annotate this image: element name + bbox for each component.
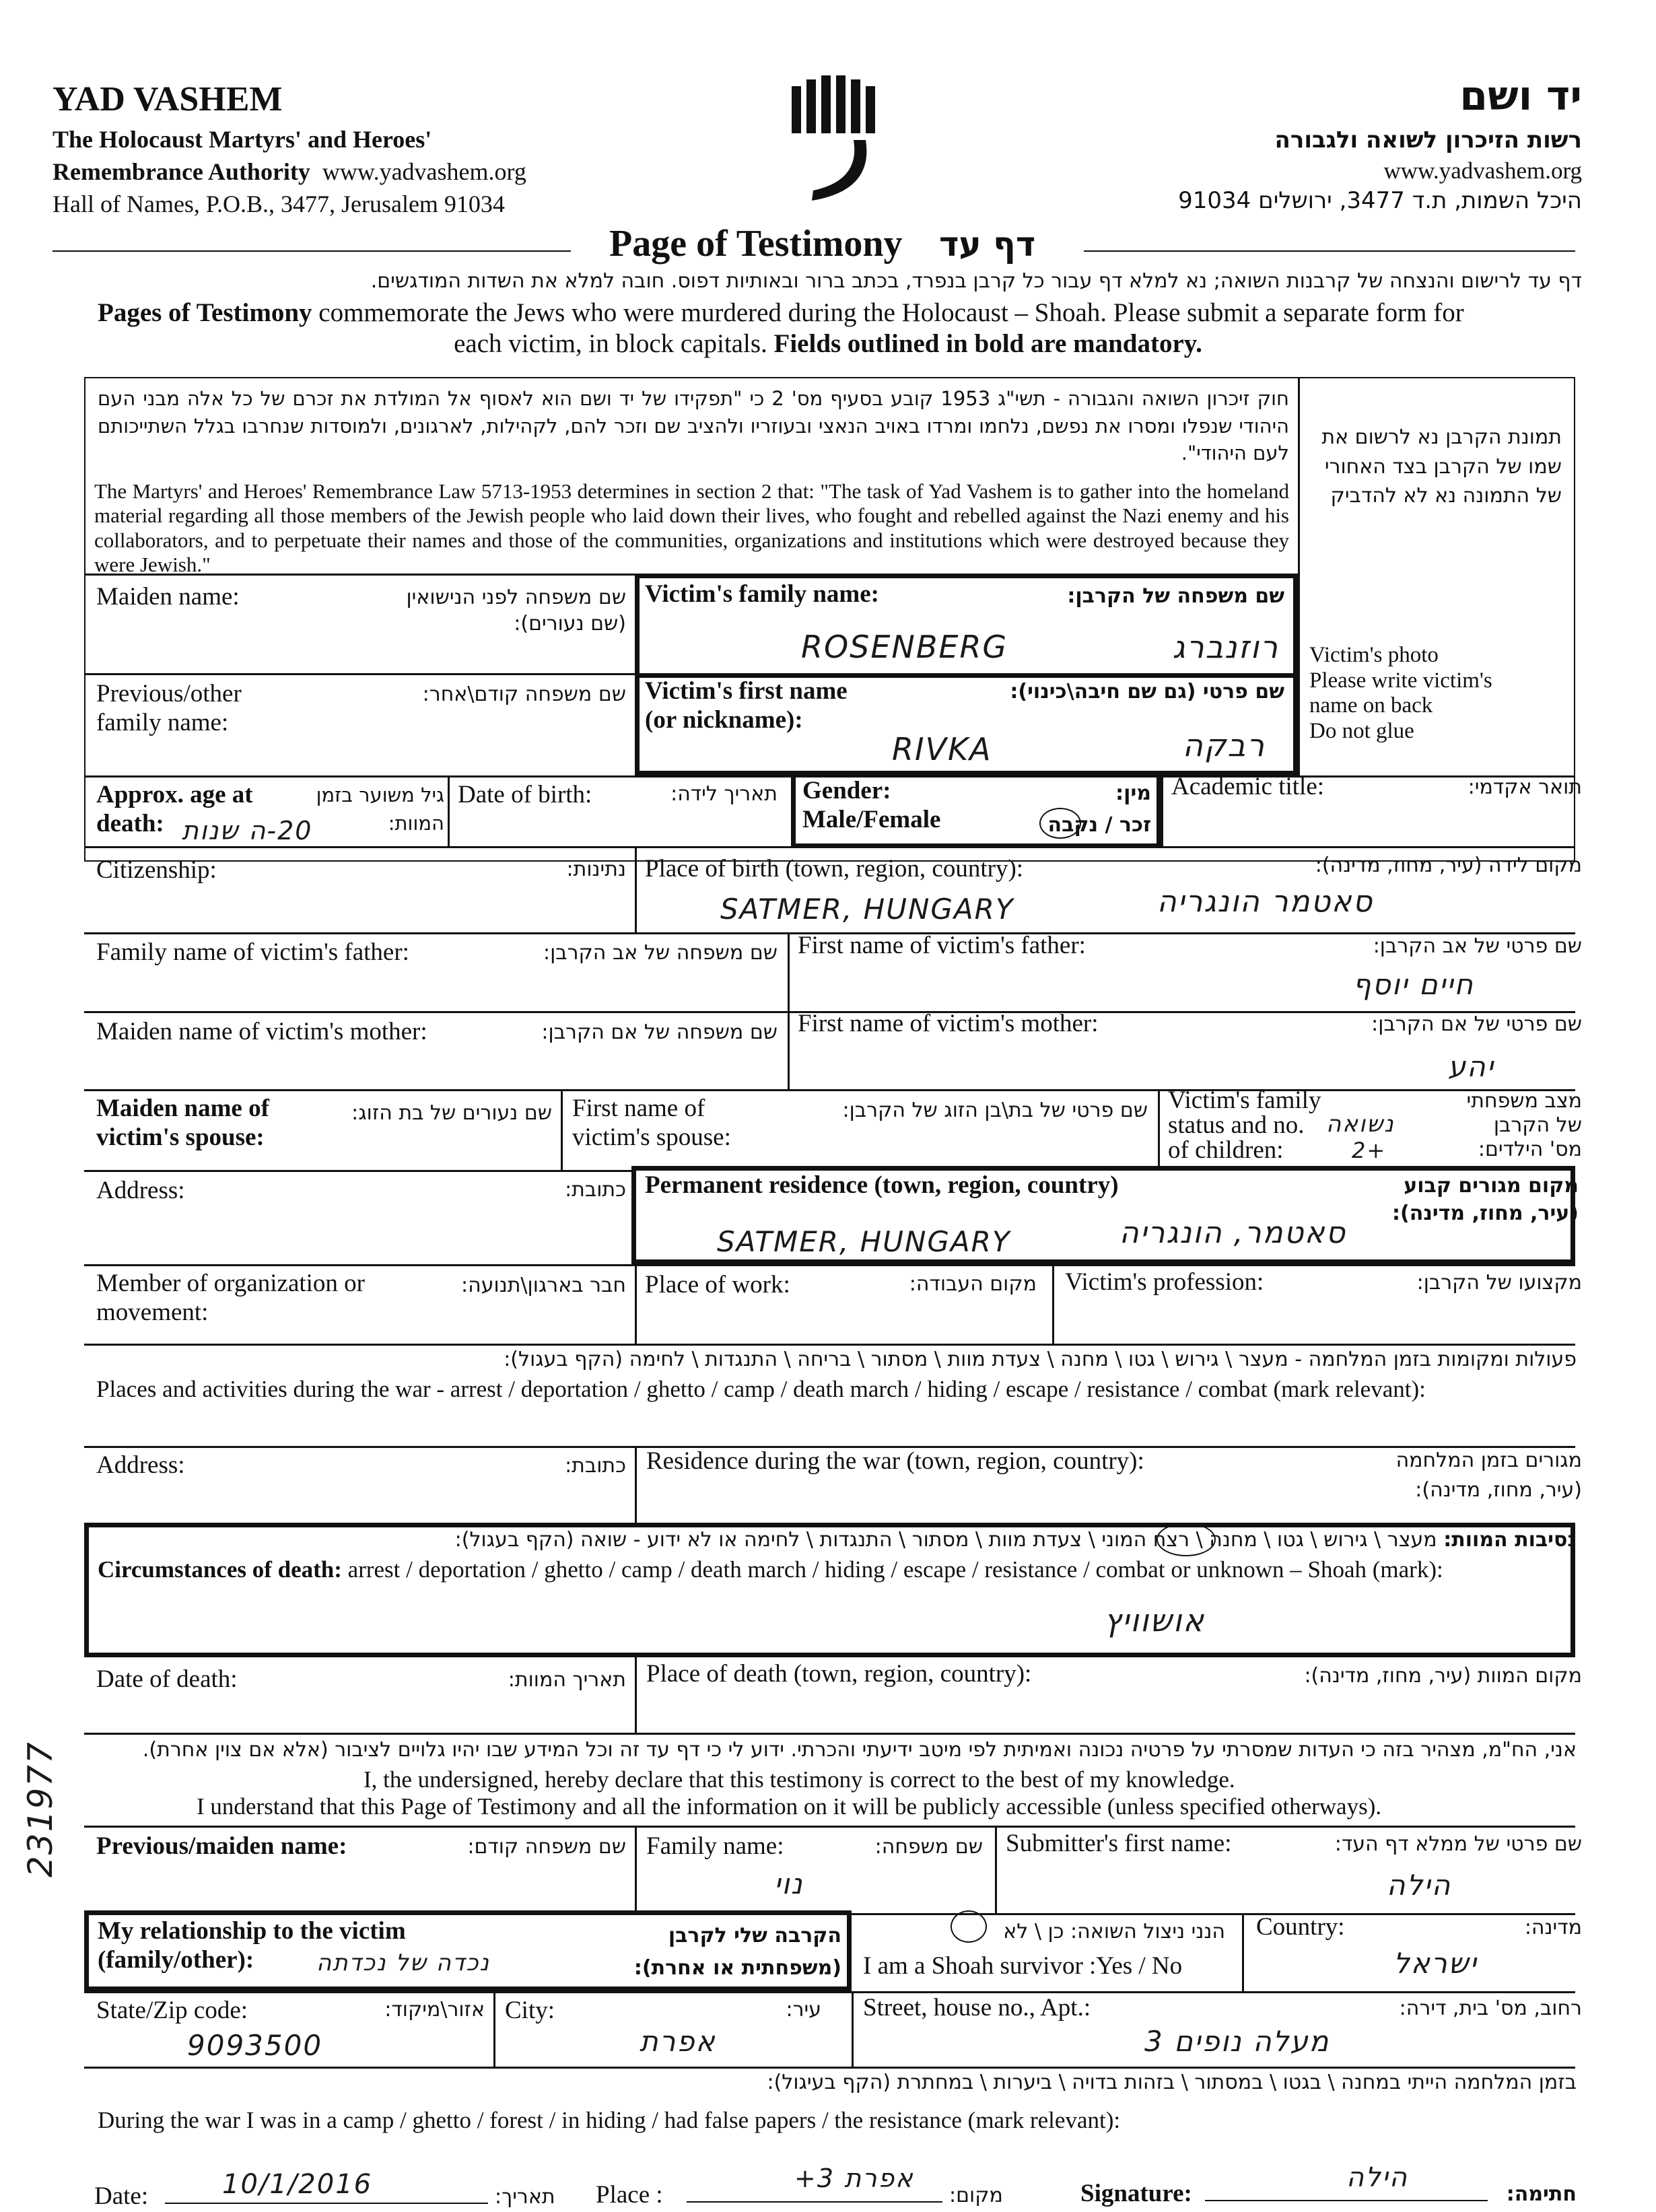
- vrule-sub2: [995, 1826, 997, 1913]
- city-label-he: עיר:: [786, 1998, 821, 2021]
- relationship-label-1: My relationship to the victim: [98, 1917, 406, 1945]
- spouse-first-label-he: שם פרטי של בת\בן הזוג של הקרבן:: [842, 1099, 1148, 1122]
- dod-label-he: תאריך המוות:: [508, 1668, 626, 1692]
- photo-en-1: Victim's photo: [1309, 643, 1439, 667]
- war-me-label-he: בזמן המלחמה הייתי במחנה \ בגטו \ במסתור \ בזהות בדויה \ ביערות \ במחתרת (הקף בעיגול):: [767, 2071, 1577, 2094]
- residence-label-he: [1392, 1173, 1579, 1227]
- gender-female-circle[interactable]: [1039, 808, 1081, 839]
- maiden-name-label: Maiden name:: [96, 583, 240, 611]
- vrule-gender: [1161, 775, 1163, 846]
- mother-maiden-label-he: שם משפחה של אם הקרבן:: [541, 1021, 778, 1044]
- vrule-sub1: [635, 1826, 637, 1913]
- header-rule-right: [1084, 250, 1575, 252]
- relationship-label-2: (family/other):: [98, 1945, 254, 1974]
- profession-label-he: מקצועו של הקרבן:: [1416, 1271, 1582, 1294]
- spouse-maiden-2: victim's spouse:: [96, 1123, 265, 1151]
- father-first-label: First name of victim's father:: [798, 932, 1086, 959]
- academic-label: Academic title:: [1171, 773, 1325, 800]
- date-line: [165, 2203, 488, 2204]
- law-text-en: The Martyrs' and Heroes' Remembrance Law 5713-1953 determines in section 2 that: "The task of Yad Vashem is to gather into the homeland material regarding all those members of the Jewish people who laid down their lives, who fought and rebelled against the Nazi enemy and his collaborators, and to perpetuate their names and those of the communities, organizations and institutions which were destroyed because they were Jewish.": [94, 479, 1289, 576]
- camp-circle[interactable]: [1157, 1523, 1216, 1556]
- status-he-2: של הקרבן: [1493, 1113, 1582, 1137]
- rule-row9: [84, 1264, 1575, 1266]
- gender-label-1: Gender:: [802, 777, 891, 804]
- dod-label: Date of death:: [96, 1665, 238, 1693]
- org-subtitle-2: [53, 158, 526, 186]
- residence-label: Permanent residence (town, region, country): [645, 1171, 1119, 1199]
- circumstances-label-he: [455, 1528, 1577, 1552]
- maiden-name-label-he: שם משפחה לפני הנישואין (שם נעורים):: [406, 586, 626, 635]
- survivor-no-circle[interactable]: [951, 1910, 987, 1943]
- instructions-en-text-1: commemorate the Jews who were murdered during the Holocaust – Shoah. Please submit a separate form for: [312, 298, 1464, 327]
- rule-sub1: [84, 1826, 1575, 1828]
- city-label: City:: [505, 1997, 555, 2024]
- address-label-he: כתובת:: [565, 1178, 626, 1202]
- vrule-cit: [635, 846, 637, 932]
- signature-line: [1205, 2200, 1488, 2201]
- mother-first-value[interactable]: יהע: [1447, 1050, 1494, 1083]
- relationship-value[interactable]: נכדה של נכדתה: [316, 1949, 491, 1976]
- status-label-2: status and no.: [1168, 1111, 1305, 1139]
- place-line: [687, 2201, 942, 2203]
- dob-label: Date of birth:: [458, 781, 592, 808]
- instructions-en-2: [0, 329, 1656, 359]
- rule-row7: [84, 1089, 1575, 1091]
- org-url-he: www.yadvashem.org: [1383, 158, 1582, 184]
- org-subtitle-1: The Holocaust Martyrs' and Heroes': [53, 126, 432, 153]
- circumstances-en-text: arrest / deportation / ghetto / camp / death march / hiding / escape / resistance / combat or unknown – Shoah (mark):: [341, 1556, 1443, 1583]
- spouse-maiden-1: Maiden name of: [96, 1095, 269, 1122]
- margin-number: 231977: [21, 1741, 60, 1877]
- submitter-prev-label: Previous/maiden name:: [96, 1832, 347, 1860]
- work-label-he: מקום העבודה:: [909, 1272, 1037, 1296]
- submitter-first-value[interactable]: הילה: [1387, 1869, 1452, 1902]
- org-title-he: יד ושם: [1459, 73, 1582, 120]
- residence-he-1: מקום מגורים קבוע: [1404, 1174, 1579, 1198]
- rule-decl: [84, 1733, 1575, 1735]
- spouse-first-2: victim's spouse:: [572, 1123, 731, 1151]
- country-value[interactable]: ישראל: [1393, 1947, 1478, 1980]
- pob-value[interactable]: SATMER, HUNGARY: [720, 893, 1014, 926]
- war-residence-label-he: [1396, 1446, 1582, 1505]
- father-family-label-he: שם משפחה של אב הקרבן:: [543, 941, 778, 965]
- country-label: Country:: [1256, 1913, 1345, 1941]
- zip-label: State/Zip code:: [96, 1997, 248, 2024]
- circumstances-en-bold: Circumstances of death:: [98, 1556, 342, 1583]
- first-name-label-2: (or nickname):: [645, 705, 803, 734]
- member-label: [96, 1270, 365, 1327]
- profession-label: Victim's profession:: [1065, 1268, 1264, 1296]
- street-value[interactable]: מעלה נופים 3: [1144, 2025, 1330, 2058]
- org-subtitle-he: רשות הזיכרון לשואה ולגבורה: [1274, 127, 1582, 153]
- spouse-first-label: [572, 1095, 731, 1152]
- family-name-value-he[interactable]: רוזנברג: [1172, 629, 1279, 665]
- law-text-he: חוק זיכרון השואה והגבורה - תשי"ג 1953 קובע בסעיף מס' 2 כי "תפקידו של יד ושם הוא לאסוף אל המולדת את זכרם של כל אלה מבני העם היהודי שנפלו ומסרו את נפשם, נלחמו ומרדו באויב הנאצי ובעוזריו ולהציב שם וזכר להם, לקהילות, לארגונים, ולמוסדות שנחרבו בגלל השתייכותם לעם היהודי".: [98, 387, 1289, 465]
- vrule-age: [448, 775, 450, 846]
- submitter-prev-label-he: שם משפחה קודם:: [467, 1835, 626, 1859]
- first-name-value-he[interactable]: רבקה: [1182, 727, 1266, 763]
- citizenship-label-he: נתינות:: [566, 858, 626, 881]
- age-label-2: death:: [96, 809, 164, 837]
- vrule-war-res: [635, 1446, 637, 1525]
- status-he-1: מצב משפחתי: [1466, 1089, 1582, 1113]
- academic-label-he: תואר אקדמי:: [1468, 775, 1582, 799]
- yad-vashem-logo: [786, 73, 881, 207]
- previous-name-label-1: Previous/other: [96, 680, 242, 707]
- instructions-he: דף עד לרישום והנצחה של קרבנות השואה; נא למלא דף עבור כל קרבן בנפרד, בכתב ברור ובאותיות דפוס. חובה למלא את השדות המודגשים.: [370, 269, 1582, 293]
- page-title: Page of Testimony: [609, 223, 903, 265]
- rule-row4: [84, 846, 1575, 848]
- previous-name-label-he: שם משפחה קודם\אחר:: [422, 683, 626, 706]
- rule-sub3: [84, 1991, 1575, 1993]
- gender-label-he-2: זכר / נקבה: [1047, 813, 1151, 837]
- family-name-label-he: שם משפחה של הקרבן:: [1067, 584, 1284, 608]
- place-label: Place :: [596, 2181, 663, 2209]
- children-value[interactable]: 2+: [1352, 1138, 1387, 1163]
- pob-label: Place of birth (town, region, country):: [645, 855, 1024, 883]
- vrule-city: [493, 1991, 495, 2067]
- war-res-he-2: (עיר, מחוז, מדינה):: [1415, 1478, 1582, 1502]
- vrule-death: [635, 1657, 637, 1733]
- circumstances-he-text: מעצר \ גירוש \ גטו \ מחנה \ רצח המוני \ צעדת מוות \ מסתור \ התנגדות \ לחימה או לא ידוע - שואה (הקף בעגול):: [454, 1528, 1444, 1552]
- photo-en-2: Please write victim's: [1309, 668, 1492, 693]
- vrule-work: [635, 1264, 637, 1344]
- father-first-label-he: שם פרטי של אב הקרבן:: [1373, 934, 1582, 958]
- first-name-value[interactable]: RIVKA: [892, 731, 992, 767]
- circumstances-value[interactable]: אושוויץ: [1104, 1602, 1206, 1638]
- instructions-en-text-2: each victim, in block capitals.: [454, 329, 774, 358]
- places-label-he: פעולות ומקומות בזמן המלחמה - מעצר \ גירוש \ גטו \ מחנה \ צעדת מוות \ מסתור \ בריחה \ התנגדות \ לחימה (הקף בעגול):: [504, 1348, 1577, 1371]
- instructions-en-bold: Pages of Testimony: [98, 298, 312, 327]
- family-status-label: [1168, 1088, 1321, 1163]
- address2-label: Address:: [96, 1451, 185, 1479]
- family-status-label-he: [1467, 1089, 1582, 1162]
- address2-label-he: כתובת:: [565, 1454, 626, 1478]
- place-label-he: מקום:: [949, 2184, 1003, 2207]
- first-name-label-1: Victim's first name: [645, 677, 848, 705]
- spouse-first-1: First name of: [572, 1095, 705, 1122]
- date-label-he: תאריך:: [495, 2185, 555, 2209]
- org-address-he: היכל השמות, ת.ד 3477, ירושלים 91034: [1178, 187, 1582, 214]
- place-value[interactable]: אפרת 3+: [794, 2164, 914, 2193]
- org-title-en: YAD VASHEM: [53, 80, 283, 118]
- places-label-en: Places and activities during the war - arrest / deportation / ghetto / camp / death march / hiding / escape / resistance / combat (mark relevant):: [96, 1376, 1426, 1402]
- war-me-label-en: During the war I was in a camp / ghetto / forest / in hiding / had false papers / the resistance (mark relevant):: [98, 2107, 1121, 2133]
- instructions-mandatory: Fields outlined in bold are mandatory.: [773, 329, 1202, 358]
- residence-value-he[interactable]: סאטמר, הונגריה: [1119, 1216, 1346, 1250]
- zip-label-he: אזור\מיקוד:: [384, 1998, 485, 2021]
- pob-value-he[interactable]: סאטמר הונגריה: [1157, 885, 1373, 919]
- age-value[interactable]: 20-ה שנות: [182, 816, 313, 845]
- address-label: Address:: [96, 1177, 185, 1204]
- war-res-he-1: מגורים בזמן המלחמה: [1395, 1449, 1582, 1472]
- dob-label-he: תאריך לידה:: [670, 782, 778, 806]
- submitter-family-label: Family name:: [646, 1832, 784, 1860]
- zip-value[interactable]: 9093500: [187, 2029, 323, 2062]
- declaration-en-1: I, the undersigned, hereby declare that this testimony is correct to the best of my knowledge.: [364, 1766, 1235, 1793]
- page-title-he: דף עד: [939, 225, 1036, 264]
- rule-row2: [84, 673, 635, 675]
- vrule-spouse: [561, 1089, 563, 1170]
- signature-label: Signature:: [1080, 2180, 1192, 2207]
- org-address-en: Hall of Names, P.O.B., 3477, Jerusalem 91034: [53, 191, 505, 217]
- father-family-label: Family name of victim's father:: [96, 938, 409, 966]
- photo-instructions-he: תמונת הקרבן נא לרשום את שמו של הקרבן בצד האחורי של התמונה נא לא להדביק: [1321, 425, 1562, 508]
- work-label: Place of work:: [645, 1271, 790, 1299]
- member-label-2: movement:: [96, 1298, 209, 1326]
- photo-divider: [1298, 377, 1300, 775]
- vrule-status: [1158, 1089, 1160, 1170]
- survivor-label-he: הנני ניצול השואה: כן \ לא: [1003, 1920, 1225, 1943]
- pod-label-he: מקום המוות (עיר, מחוז, מדינה):: [1304, 1664, 1582, 1688]
- city-value[interactable]: אפרת: [640, 2025, 716, 2058]
- declaration-en-2: I understand that this Page of Testimony and all the information on it will be publicly accessible (unless specified otherways).: [197, 1793, 1382, 1820]
- war-residence-label: Residence during the war (town, region, country):: [646, 1447, 1144, 1475]
- signature-value[interactable]: הילה: [1346, 2162, 1408, 2193]
- mother-first-label-he: שם פרטי של אם הקרבן:: [1371, 1012, 1582, 1036]
- vrule-street: [852, 1991, 854, 2067]
- residence-he-2: (עיר, מחוז, מדינה):: [1392, 1201, 1579, 1225]
- survivor-label-en: I am a Shoah survivor :Yes / No: [863, 1952, 1183, 1980]
- first-name-label: [645, 677, 848, 734]
- previous-name-label-2: family name:: [96, 708, 229, 736]
- rule-row8: [84, 1170, 635, 1172]
- street-label-he: רחוב, מס' בית, דירה:: [1399, 1997, 1582, 2020]
- gender-label-2: Male/Female: [802, 805, 941, 833]
- photo-label-en: [1309, 643, 1492, 744]
- relationship-label-he: [634, 1920, 841, 1984]
- submitter-family-value[interactable]: נוי: [774, 1867, 804, 1900]
- status-label-3: of children:: [1168, 1136, 1284, 1164]
- circumstances-he-bold: נסיבות המוות:: [1443, 1528, 1577, 1552]
- date-label: Date:: [94, 2182, 149, 2210]
- photo-en-4: Do not glue: [1309, 718, 1414, 743]
- logo-flame-icon: [786, 73, 881, 207]
- relationship-he-2: (משפחתית או אחרת):: [633, 1956, 841, 1980]
- age-label-he: [316, 781, 444, 837]
- age-label-he-2: המוות:: [388, 812, 444, 835]
- submitter-family-label-he: שם משפחה:: [874, 1835, 983, 1859]
- rule-sub2: [84, 1913, 1575, 1915]
- first-name-label-he: שם פרטי (גם שם חיבה\כינוי):: [1010, 680, 1284, 703]
- mother-maiden-label: Maiden name of victim's mother:: [96, 1018, 427, 1045]
- circumstances-label-en: [98, 1556, 1443, 1583]
- header-rule-left: [53, 250, 571, 252]
- date-value[interactable]: 10/1/2016: [222, 2169, 373, 2200]
- spouse-maiden-label: [96, 1095, 269, 1152]
- family-name-label: Victim's family name:: [645, 580, 879, 608]
- signature-label-he: חתימה:: [1506, 2182, 1577, 2206]
- gender-label-he-1: מין:: [1115, 782, 1151, 805]
- spouse-maiden-label-he: שם נעורים של בת הזוג:: [351, 1101, 552, 1125]
- status-label-1: Victim's family: [1168, 1086, 1321, 1114]
- previous-name-label: [96, 680, 242, 737]
- member-label-he: חבר בארגון\תנועה:: [461, 1274, 626, 1297]
- instructions-en-1: [98, 298, 1464, 328]
- country-label-he: מדינה:: [1524, 1916, 1582, 1939]
- vrule-country: [1242, 1913, 1244, 1991]
- member-label-1: Member of organization or: [96, 1270, 365, 1297]
- relationship-he-1: הקרבה שלי לקרבן: [668, 1924, 841, 1947]
- status-he-3: מס' הילדים:: [1478, 1138, 1582, 1161]
- rule-sub4: [84, 2067, 1575, 2069]
- family-name-value[interactable]: ROSENBERG: [801, 629, 1008, 665]
- father-first-value[interactable]: חיים יוסף: [1352, 968, 1474, 1001]
- gender-label: [802, 777, 940, 834]
- pod-label: Place of death (town, region, country):: [646, 1660, 1032, 1688]
- citizenship-label: Citizenship:: [96, 856, 217, 884]
- photo-en-3: name on back: [1309, 693, 1433, 718]
- family-status-value[interactable]: נשואה: [1326, 1111, 1395, 1138]
- org-subtitle-2-text: Remembrance Authority: [53, 158, 310, 185]
- residence-value[interactable]: SATMER, HUNGARY: [717, 1225, 1011, 1258]
- submitter-first-label-he: שם פרטי של ממלא דף העד:: [1334, 1832, 1582, 1856]
- org-url-en: www.yadvashem.org: [322, 158, 526, 185]
- age-label-he-1: גיל משוער בזמן: [316, 784, 444, 806]
- pob-label-he: מקום לידה (עיר, מחוז, מדינה):: [1315, 854, 1582, 877]
- street-label: Street, house no., Apt.:: [863, 1994, 1091, 2021]
- vrule-prof: [1052, 1264, 1054, 1344]
- submitter-first-label: Submitter's first name:: [1006, 1830, 1232, 1857]
- mother-first-label: First name of victim's mother:: [798, 1010, 1099, 1037]
- age-label-1: Approx. age at: [96, 781, 253, 808]
- declaration-he: אני, הח"מ, מצהיר בזה כי העדות שמסרתי על פרטיה נכונה ואמיתית לפי מיטב ידיעתי והכרתי. ידוע לי כי דף עד זה וכל המידע שבו יהיו גלויים לציבור (אלא אם צוין אחרת).: [142, 1738, 1577, 1762]
- rule-row10: [84, 1344, 1575, 1346]
